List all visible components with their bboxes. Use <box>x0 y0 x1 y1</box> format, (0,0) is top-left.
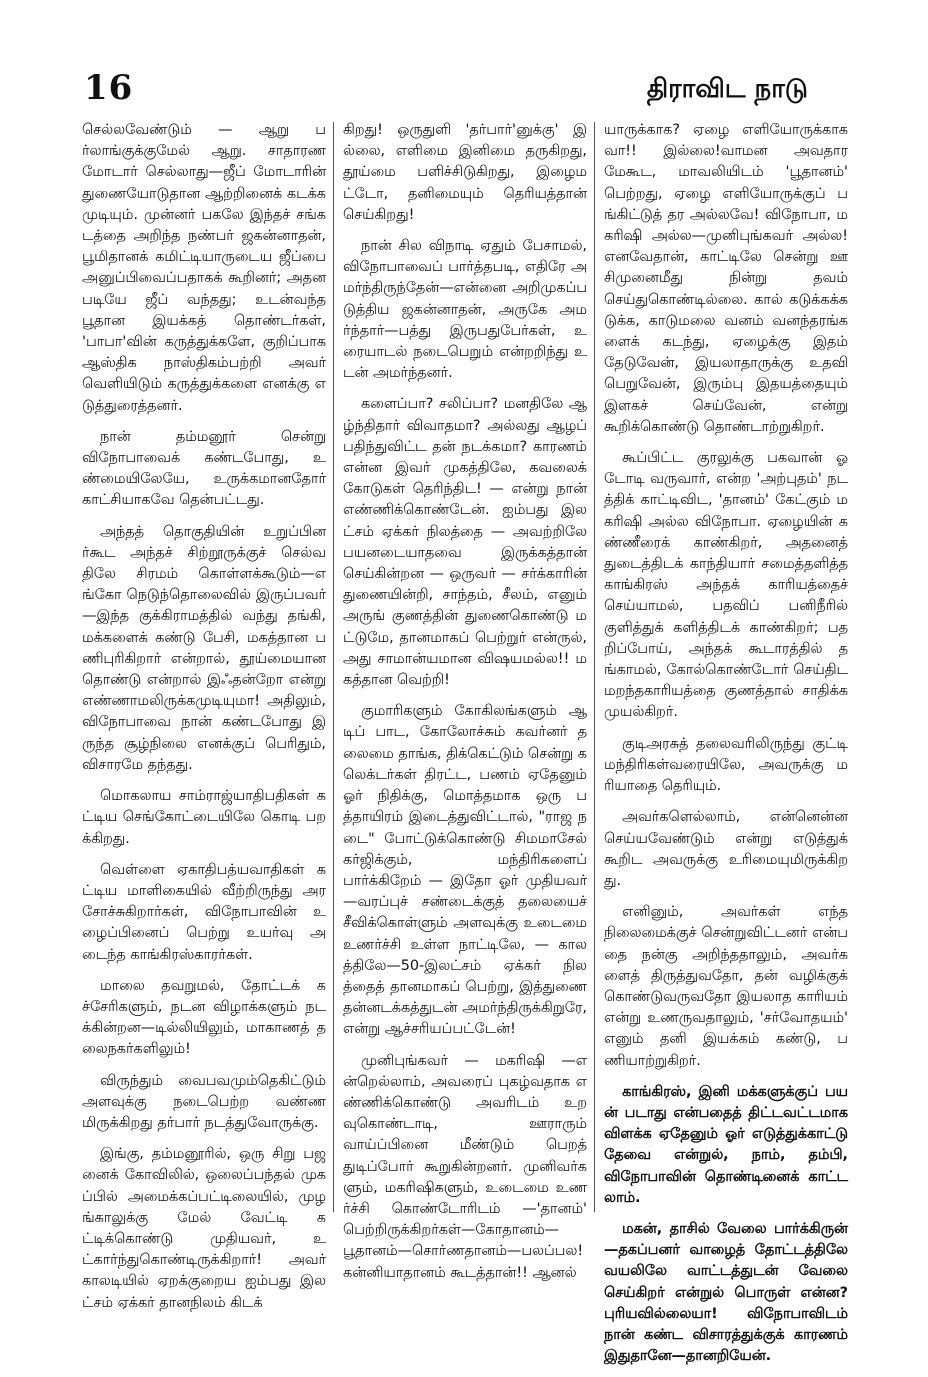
article-paragraph: கூப்பிட்ட குரலுக்கு பகவான் ஓடோடி வருவார், என்ற 'அற்புதம்' நடத்திக் காட்டிவிட, 'தானம்' கேட்கும் மகரிஷி அல்ல விநோபா. ஏழையின் கண்ணீரைக் காண்கிறர், அதனைத் துடைத்திடக் காந்தியார் சமைத்தளித்த காங்கிரஸ் அந்தக் காரியத்தைச் செய்யாமல், பதவிப் பனிநீரில் குளித்துக் களித்திடக் காண்கிறர்; பதறிப்போய், அந்தக் கூடாரத்தில் தங்காமல், கோல்கொண்டோர் செய்திட மறந்தகாரியத்தை குணத்தால் சாதிக்க முயல்கிறர். <box>604 450 848 721</box>
article-paragraph: காங்கிரஸ், இனி மக்களுக்குப் பயன் படாது என்பதைத் திட்டவட்டமாக விளக்க ஏதேனும் ஓர் எடுத்துக்காட்டு தேவை என்றுல், நாம், தம்பி, விநோபாவின் தொண்டினைக் காட்டலாம். <box>604 1083 848 1206</box>
article-paragraph: மகன், தாசில் வேலை பார்க்கிருன்—தகப்பனர் வாழைத் தோட்டத்திலே வயலிலே வாட்டத்துடன் வேலை செய்கிறர் என்றுல் பொருள் என்ன? புரியவில்லையா! விநோபாவிடம் நான் கண்ட விசாரத்துக்குக் காரணம் இதுதானே—தானறியேன். <box>604 1220 848 1365</box>
article-paragraph: வெள்ளை ஏகாதிபத்யவாதிகள் கட்டிய மாளிகையில் வீற்றிருந்து அரசோச்சுகிறார்கள், விநோபாவின் உழைப்பினைப் பெற்று உயர்வு அடைந்த காங்கிரஸ்காரர்கள். <box>82 861 326 963</box>
text-column-2 <box>343 120 587 1294</box>
article-paragraph: குமாரிகளும் கோகிலங்களும் ஆடிப் பாட, கோலோச்சும் கவர்னர் தலைமை தாங்க, திக்கெட்டும் சென்று கலெக்டர்கள் திரட்ட, பணம் ஏதேனும் ஓர் நிதிக்கு, மொத்தமாக ஒரு பத்தாயிரம் இடைத்துவிட்டால், "ராஜ நடை" போட்டுக்கொண்டு சிமமாசேல் கர்ஜிக்கும், மந்திரிகளைப் பார்க்கிறேம் — இதோ ஓர் முதியவர்—வரப்புச் சண்டைக்குத் தலையைச் சீவிக்கொள்ளும் அளவுக்கு உடைமை உணர்ச்சி உள்ள நாட்டிலே, — காலத்திலே—50-இலட்சம் ஏக்கர் நிலத்தைத் தானமாகப் பெற்று, இத்துணை தன்னடக்கத்துடன் அமர்ந்திருக்கிறுரே, என்று ஆச்சரியப்பட்டேன்! <box>343 703 587 1038</box>
article-paragraph: குடிஅரசுத் தலைவரிலிருந்து குட்டி மந்திரிகள்வரையிலே, அவருக்கு மரியாதை தெரியும். <box>604 735 848 795</box>
article-paragraph: நான் சில விநாடி ஏதும் பேசாமல், விநோபாவைப் பார்த்தபடி, எதிரே அமர்ந்திருந்தேன்—என்னை அறிமுகப்படுத்திய ஜகன்னாதன், அருகே அமர்ந்தார்—பத்து இருபதுபேர்கள், உரையாடல் நடைபெறும் என்றறிந்து உடன் அமர்ந்தனர். <box>343 238 587 382</box>
article-paragraph: முனிபுங்கவர் — மகரிஷி —என்றெல்லாம், அவரைப் புகழ்வதாக எண்ணிக்கொண்டு அவரிடம் உறவுகொண்டாடி, ஊராரும் வாய்ப்பினை மீண்டும் பெறத் துடிப்போர் கூறுகின்றனர். முனிவர்களும், மகரிஷிகளும், உடைமை உணர்ச்சி கொண்டோரிடம் —'தானம்' பெற்றிருக்கிறர்கள்—கோதானம்—பூதானம்—சொர்ணதானம்—பலப்பல! கன்னியாதானம் கூடத்தான்!! ஆனல் <box>343 1052 587 1281</box>
text-column-1 <box>82 120 326 1324</box>
article-paragraph: யாருக்காக? ஏழை எளியோருக்காகவா!! இல்லை!வாமன அவதாரமேகூட, மாவலியிடம் 'பூதானம்' பெற்றது, ஏழை எளியோருக்குப் பங்கிட்டுத் தர அல்லவே! விநோபா, மகரிஷி அல்ல—முனிபுங்கவர் அல்ல! எனவேதான், காட்டிலே சென்று ஊசிமுனைமீது நின்று தவம் செய்துகொண்டில்லை. கால் கடுக்கக்கடுக்க, காடுமலை வனம் வனந்தரங்களைக் கடந்து, ஏழைக்கு இதம் தேடுவேன், இயலாதாருக்கு உதவி பெறுவேன், இரும்பு இதயத்தையும் இளகச் செய்வேன், என்று கூறிக்கொண்டு தொண்டாற்றுகிறர். <box>604 122 848 435</box>
page-number: 16 <box>84 68 134 108</box>
masthead-title: திராவிட நாடு <box>646 74 808 104</box>
article-paragraph: இங்கு, தம்மனூரில், ஒரு சிறு பஜனைக் கோவிலில், ஒலைப்பந்தல் முகப்பில் அமைக்கப்பட்டிலையில், முழங்காலுக்கு மேல் வேட்டி கட்டிக்கொண்டு முதியவர், உட்கார்ந்துகொண்டிருக்கிறார்! அவர் காலடியில் ஏறக்குறைய ஐம்பது இலட்சம் ஏக்கர் தானநிலம் கிடக் <box>82 1146 326 1311</box>
article-paragraph: அந்தத் தொகுதியின் உறுப்பினர்கூட அந்தச் சிற்றூருக்குச் செல்வதிலே சிரமம் கொள்ளக்கூடும்—எங்கோ நெடுந்தொலைவில் இருப்பவர்—இந்த குக்கிராமத்தில் வந்து தங்கி, மக்களைக் கண்டு பேசி, மகத்தான பணிபுரிகிறார் என்றால், தூய்மையான தொண்டு என்றால் இஃதன்றோ என்று எண்ணாமலிருக்கமுடியுமா! அதிலும், விநோபாவை நான் கண்டபோது இருந்த சூழ்நிலை எனக்குப் பெரிதும், விசாரமே தந்தது. <box>82 523 326 773</box>
article-paragraph: அவர்களெல்லாம், என்னென்ன செய்யவேண்டும் என்று எடுத்துக் கூறிட அவருக்கு உரிமையுமிருக்கிறது. <box>604 809 848 889</box>
article-paragraph: களைப்பா? சலிப்பா? மனதிலே ஆழ்ந்திதார் விவாதமா? அல்லது ஆழப் பதிந்துவிட்ட தன் நடக்கமா? காரணம் என்ன இவர் முகத்திலே, கவலைக் கோடுகள் தெரிந்திட! — என்று நான் எண்ணிக்கொண்டேன். ஐம்பது இலட்சம் ஏக்கர் நிலத்தை — அவற்றிலே பயனடையாதவை இருக்கத்தான் செய்கின்றன — ஒருவர் — சர்க்காரின் துணையின்றி, சாந்தம், சீலம், எனும் அருங் குணத்தின் துணைகொண்டு மட்டுமே, தானமாகப் பெற்றுர் என்ருல், அது சாமான்யமான விஷயமல்ல!! மகத்தான வெற்றி! <box>343 396 587 689</box>
article-paragraph: செல்லவேண்டும் — ஆறு பர்லாங்குக்குமேல் ஆறு. சாதாரண மோடார் செல்லாது—ஜீப் மோடாரின் துணையோடுதான ஆற்றினைக் கடக்கமுடியும். முன்னர் பகலே இந்தச் சங்கடத்தை அறிந்த நண்பர் ஜகன்னாதன், பூமிதானக் கமிட்டியாருடைய ஜீப்பை அனுப்பிவைப்பதாகக் கூறினர்; அதனபடியே ஜீப் வந்தது; உடன்வந்த பூதான இயக்கத் தொண்டர்கள், 'பாபா'வின் கருத்துக்களே, குறிப்பாக ஆஸ்திக நாஸ்திகம்பற்றி அவர் வெளியிடும் கருத்துக்களை எனக்கு எடுத்துரைத்தனர். <box>82 122 326 414</box>
text-column-3 <box>604 120 848 1377</box>
article-paragraph: மொகலாய சாம்ராஜ்யாதிபதிகள் கட்டிய செங்கோட்டையிலே கொடி பறக்கிறது. <box>82 788 326 847</box>
article-paragraph: கிறது! ஒருதுளி 'தர்பார்'னுக்கு' இல்லை, எளிமை இனிமை தருகிறது, தூய்மை பளிச்சிடுகிறது, இழைமட்டோ, தனிமையும் தெரியத்தான் செய்கிறது! <box>343 122 587 223</box>
article-paragraph: எனினும், அவர்கள் எந்த நிலைமைக்குச் சென்றுவிட்டனர் என்பதை நன்கு அறிந்ததாலும், அவர்களைத் திருத்துவதோ, தன் வழிக்குக் கொண்டுவருவதோ இயலாத காரியம் என்று உணருவதாலும், 'சர்வோதயம்' எனும் தனி இயக்கம் கண்டு, பணியாற்றுகிறர். <box>604 904 848 1069</box>
article-paragraph: நான் தம்மனூர் சென்று விநோபாவைக் கண்டபோது, உண்மையிலேயே, உருக்கமானதோர் காட்சியாகவே தென்பட்டது. <box>82 428 326 509</box>
article-paragraph: மாலை தவறுமல், தோட்டக் கச்சேரிகளும், நடன விழாக்களும் நடக்கின்றன—டில்லியிலும், மாகாணத் தலைநகர்களிலும்! <box>82 977 326 1058</box>
article-paragraph: விருந்தும் வைபவமும்தெகிட்டும் அளவுக்கு நடைபெற்ற வண்ணமிருக்கிறது தர்பார் நடத்துவோருக்கு. <box>82 1072 326 1131</box>
column-divider <box>594 122 595 1212</box>
column-divider <box>333 122 334 1212</box>
